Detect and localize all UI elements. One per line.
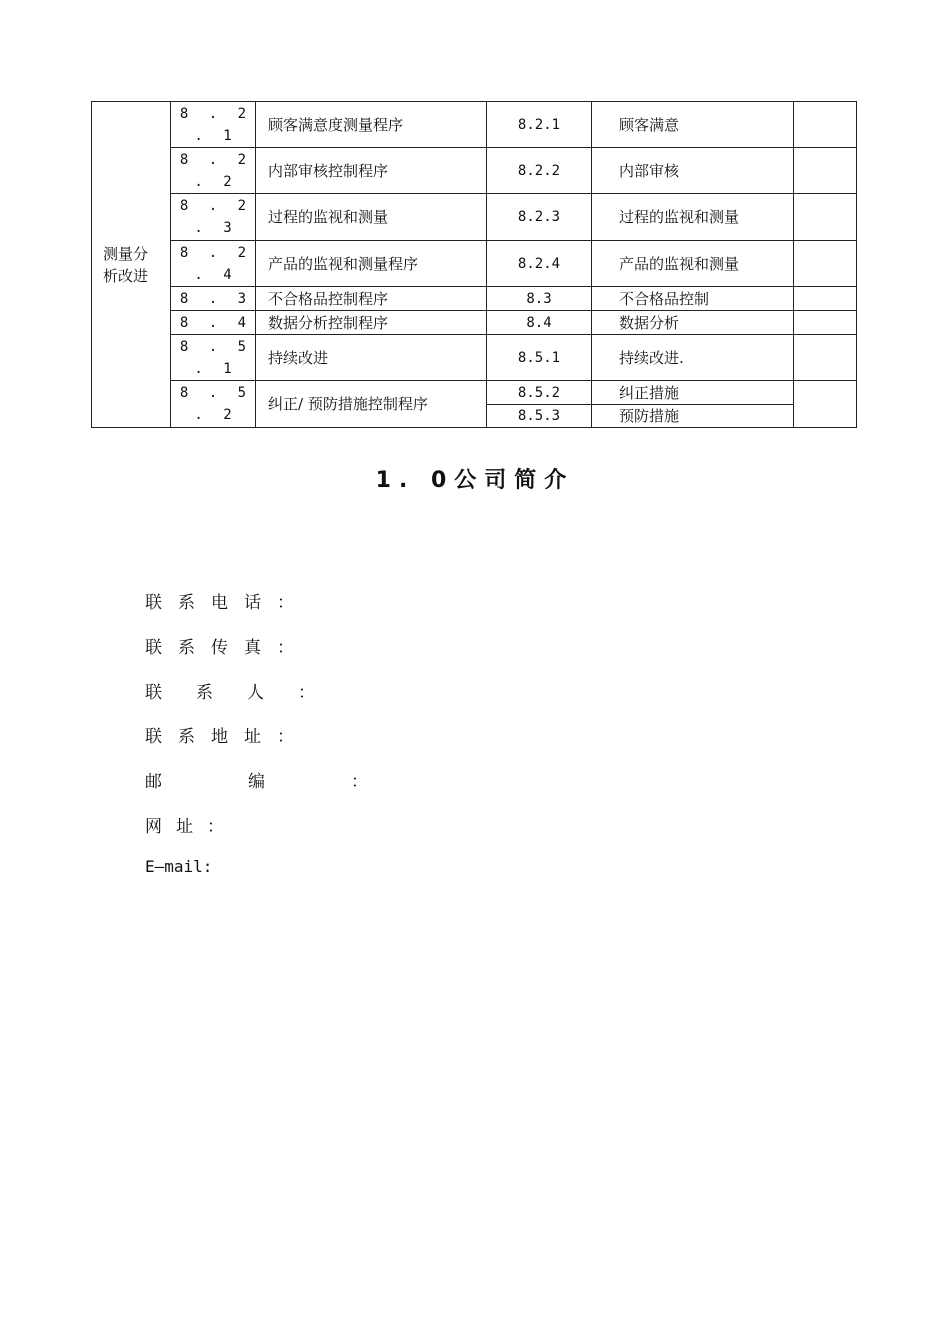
category-line: 测量分 bbox=[103, 244, 149, 263]
note-cell bbox=[794, 194, 857, 241]
contact-zip-label: 邮编 bbox=[145, 772, 351, 792]
table-row bbox=[92, 381, 857, 405]
section-heading: 1. 0公司简介 bbox=[375, 468, 575, 493]
requirement-name: 纠正措施 bbox=[592, 381, 794, 405]
colon: ： bbox=[277, 593, 294, 613]
contact-address-label: 联系地址 bbox=[145, 727, 277, 747]
table-row bbox=[92, 194, 857, 241]
note-cell bbox=[794, 287, 857, 311]
requirement-name: 预防措施 bbox=[592, 405, 794, 428]
contact-phone-label: 联系电话 bbox=[145, 593, 277, 613]
colon: ： bbox=[277, 638, 294, 658]
clause-number: 8.4 bbox=[487, 311, 592, 335]
table-row bbox=[92, 335, 857, 381]
category-cell bbox=[92, 102, 171, 428]
note-cell bbox=[794, 311, 857, 335]
colon: ： bbox=[207, 817, 224, 837]
contact-address-row bbox=[145, 722, 294, 747]
table-row bbox=[92, 287, 857, 311]
section-cell: 8 . 2 . 4 bbox=[171, 241, 256, 287]
document-name: 顾客满意度测量程序 bbox=[256, 102, 487, 148]
clause-number: 8.5.3 bbox=[487, 405, 592, 428]
table-row bbox=[92, 241, 857, 287]
clause-number: 8.2.2 bbox=[487, 148, 592, 194]
section-cell: 8 . 2 . 1 bbox=[171, 102, 256, 148]
document-name: 数据分析控制程序 bbox=[256, 311, 487, 335]
procedure-table bbox=[91, 101, 857, 428]
requirement-name: 产品的监视和测量 bbox=[592, 241, 794, 287]
requirement-name: 顾客满意 bbox=[592, 102, 794, 148]
contact-email-label: E—mail: bbox=[145, 857, 213, 876]
clause-number: 8.2.3 bbox=[487, 194, 592, 241]
colon: ： bbox=[351, 772, 368, 792]
document-name: 持续改进 bbox=[256, 335, 487, 381]
document-name: 内部审核控制程序 bbox=[256, 148, 487, 194]
table-row bbox=[92, 102, 857, 148]
clause-number: 8.5.2 bbox=[487, 381, 592, 405]
contact-person-label: 联系人 bbox=[145, 683, 298, 703]
contact-fax-row bbox=[145, 633, 294, 658]
section-cell: 8 . 2 . 2 bbox=[171, 148, 256, 194]
category-line: 析改进 bbox=[103, 266, 149, 285]
document-name: 纠正/ 预防措施控制程序 bbox=[256, 381, 487, 428]
section-cell: 8 . 5 . 1 bbox=[171, 335, 256, 381]
clause-number: 8.2.1 bbox=[487, 102, 592, 148]
contact-phone-row bbox=[145, 588, 294, 613]
requirement-name: 不合格品控制 bbox=[592, 287, 794, 311]
contact-zip-row bbox=[145, 767, 368, 792]
requirement-name: 持续改进. bbox=[592, 335, 794, 381]
note-cell bbox=[794, 102, 857, 148]
contact-email-row bbox=[145, 857, 212, 877]
requirement-name: 过程的监视和测量 bbox=[592, 194, 794, 241]
document-name: 产品的监视和测量程序 bbox=[256, 241, 487, 287]
colon: ： bbox=[298, 683, 315, 703]
note-cell bbox=[794, 241, 857, 287]
clause-number: 8.3 bbox=[487, 287, 592, 311]
document-name: 不合格品控制程序 bbox=[256, 287, 487, 311]
contact-website-label: 网址 bbox=[145, 817, 207, 837]
note-cell bbox=[794, 381, 857, 428]
section-cell: 8 . 3 bbox=[171, 287, 256, 311]
requirement-name: 数据分析 bbox=[592, 311, 794, 335]
clause-number: 8.5.1 bbox=[487, 335, 592, 381]
section-cell: 8 . 4 bbox=[171, 311, 256, 335]
table-row bbox=[92, 148, 857, 194]
contact-fax-label: 联系传真 bbox=[145, 638, 277, 658]
note-cell bbox=[794, 335, 857, 381]
table-row bbox=[92, 311, 857, 335]
colon: ： bbox=[277, 727, 294, 747]
requirement-name: 内部审核 bbox=[592, 148, 794, 194]
clause-number: 8.2.4 bbox=[487, 241, 592, 287]
note-cell bbox=[794, 148, 857, 194]
contact-website-row bbox=[145, 812, 224, 837]
section-cell: 8 . 2 . 3 bbox=[171, 194, 256, 241]
document-name: 过程的监视和测量 bbox=[256, 194, 487, 241]
contact-person-row bbox=[145, 678, 315, 703]
section-cell: 8 . 5 . 2 bbox=[171, 381, 256, 428]
